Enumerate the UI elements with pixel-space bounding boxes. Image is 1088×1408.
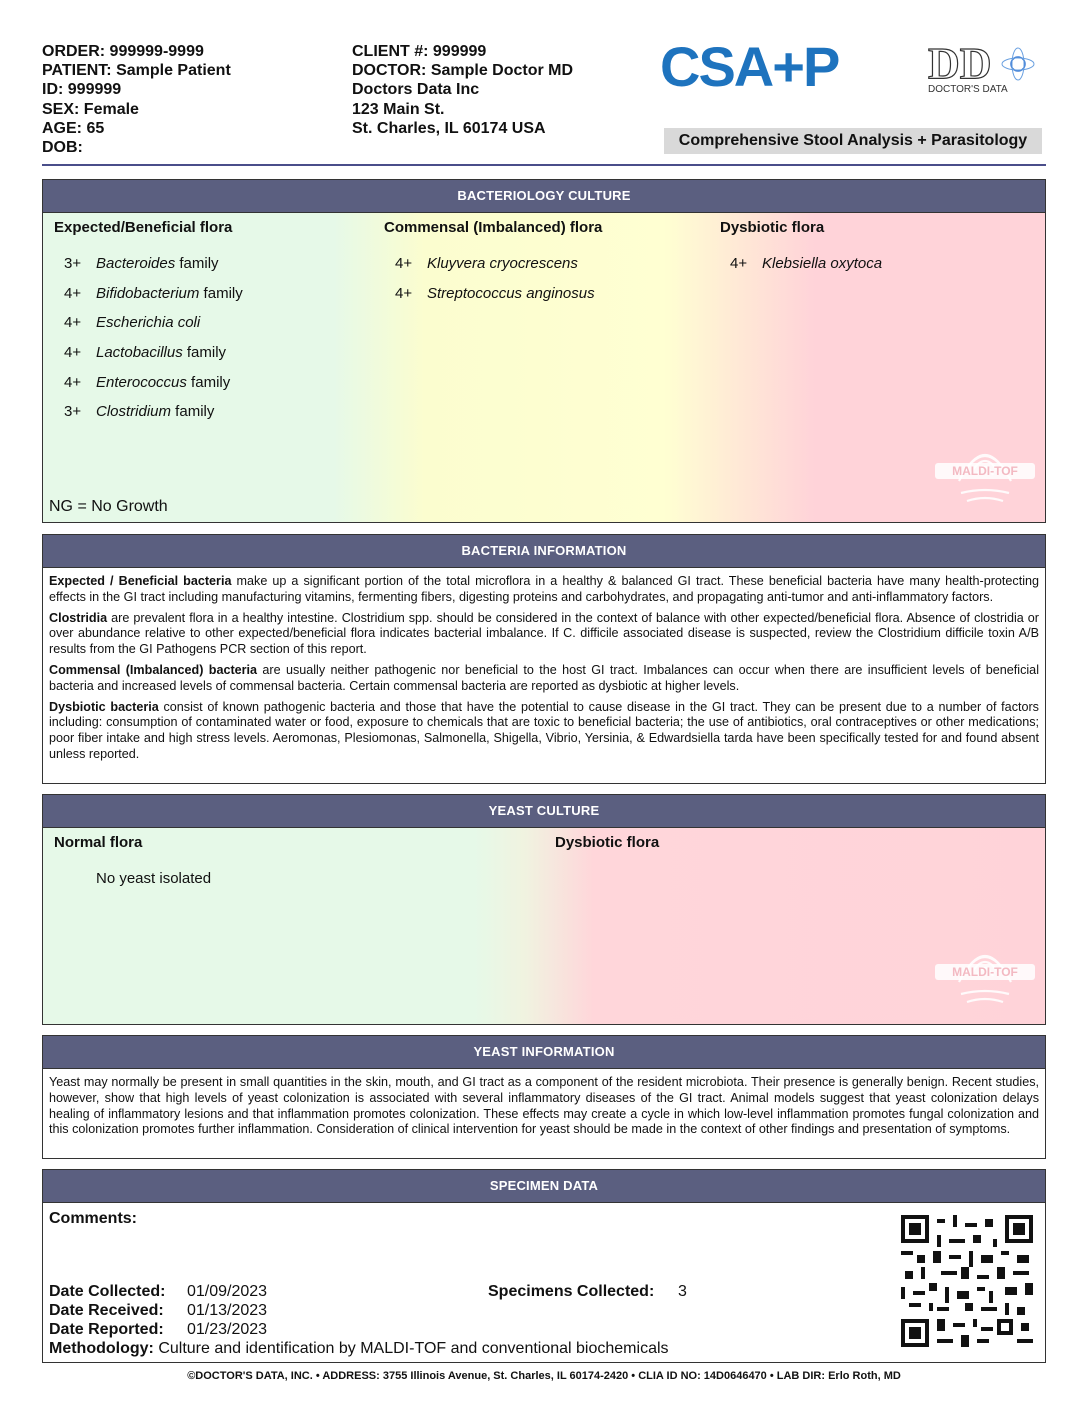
maldi-tof-fingerprint-icon xyxy=(931,932,1039,1012)
patient-dob: DOB: xyxy=(42,139,83,157)
client-number: CLIENT #: 999999 xyxy=(352,43,487,60)
footer-text: ©DOCTOR'S DATA, INC. • ADDRESS: 3755 Illinois Avenue, St. Charles, IL 60174-2420 • CLIA ID NO: 14D0646470 • LAB DIR: Erlo Roth, MD xyxy=(187,1370,901,1382)
date-collected-row: Date Collected: 01/09/2023 xyxy=(49,1283,268,1300)
header-divider xyxy=(42,164,1046,166)
bacteria-info-body xyxy=(43,567,1045,772)
address-line-2: St. Charles, IL 60174 USA xyxy=(352,119,546,137)
comments-label: Comments: xyxy=(49,1210,138,1227)
yeast-result: No yeast isolated xyxy=(96,870,212,887)
dysbiotic-organism: 4+ Klebsiella oxytoca xyxy=(730,255,883,272)
yeast-info-section xyxy=(42,1035,1046,1159)
dd-logo-text: DOCTOR'S DATA xyxy=(928,84,1008,95)
info-paragraph: Commensal (Imbalanced) bacteria are usually neither pathogenic nor beneficial to the host GI tract. Imbalances can occur when there are insufficient levels of beneficial bacteria and increased levels of commensal bacteria. Certain commensal bacteria are reported as dysbiotic at higher levels. xyxy=(49,662,1039,693)
specimens-count: 3 xyxy=(678,1283,687,1300)
date-reported-value: 01/23/2023 xyxy=(187,1321,268,1338)
specimen-title: SPECIMEN DATA xyxy=(43,1170,1045,1202)
report-subtitle: Comprehensive Stool Analysis + Parasitology xyxy=(664,128,1042,154)
specimen-body xyxy=(43,1202,1045,1388)
qr-code-icon xyxy=(901,1215,1033,1347)
yeast-info-text: Yeast may normally be present in small quantities in the skin, mouth, and GI tract as a component of the resident microbiota. Their presence is generally benign. Recent studies, however, show that high levels of yeast colonization is associated with several inflammatory diseases of the GI tract. Animal models suggest that yeast colonization delays healing of inflammatory lesions and that inflammation promotes colonization. These effects may create a cycle in which low-level inflammation promotes fungal colonization and this colonization promotes further inflammation. Consideration of clinical intervention for yeast should be made in the context of other findings and presentation of symptoms. xyxy=(49,1075,1039,1137)
yeast-section xyxy=(42,794,1046,1025)
patient-id: ID: 999999 xyxy=(42,81,122,99)
bacteriology-body xyxy=(43,212,1045,522)
beneficial-organism: 4+ Enterococcus family xyxy=(64,374,231,391)
bacteria-info-title: BACTERIA INFORMATION xyxy=(43,535,1045,567)
bacteria-info-section xyxy=(42,534,1046,784)
date-received-value: 01/13/2023 xyxy=(187,1302,268,1319)
commensal-header: Commensal (Imbalanced) flora xyxy=(384,219,603,236)
beneficial-header: Expected/Beneficial flora xyxy=(54,219,233,236)
methodology-row: Methodology: Culture and identification by MALDI-TOF and conventional biochemicals xyxy=(49,1340,669,1357)
commensal-organism: 4+ Kluyvera cryocrescens xyxy=(395,255,578,272)
yeast-info-title: YEAST INFORMATION xyxy=(43,1036,1045,1068)
normal-flora-header: Normal flora xyxy=(54,834,143,851)
maldi-label: MALDI-TOF xyxy=(952,464,1018,478)
bacteriology-section xyxy=(42,179,1046,523)
methodology-value: Culture and identification by MALDI-TOF and conventional biochemicals xyxy=(158,1340,669,1357)
svg-text:DD: DD xyxy=(928,40,992,88)
bacteriology-title: BACTERIOLOGY CULTURE xyxy=(43,180,1045,212)
csap-logo xyxy=(660,38,850,94)
beneficial-organism: 4+ Lactobacillus family xyxy=(64,344,227,361)
address-line-1: 123 Main St. xyxy=(352,100,445,118)
yeast-dysbiotic-header: Dysbiotic flora xyxy=(555,834,660,851)
dysbiotic-header: Dysbiotic flora xyxy=(720,219,825,236)
beneficial-organism: 4+ Escherichia coli xyxy=(64,314,201,331)
no-growth-legend: NG = No Growth xyxy=(49,498,168,515)
beneficial-organism: 4+ Bifidobacterium family xyxy=(64,285,243,302)
yeast-info-body xyxy=(43,1068,1045,1147)
specimen-section xyxy=(42,1169,1046,1363)
yeast-body xyxy=(43,827,1045,1024)
patient-sex: SEX: Female xyxy=(42,100,139,118)
doctors-data-logo xyxy=(926,40,1038,96)
order-number: ORDER: 999999-9999 xyxy=(42,43,204,60)
beneficial-organism: 3+ Clostridium family xyxy=(64,403,215,420)
yeast-title: YEAST CULTURE xyxy=(43,795,1045,827)
doctor-name: DOCTOR: Sample Doctor MD xyxy=(352,62,574,80)
date-collected-value: 01/09/2023 xyxy=(187,1283,268,1300)
maldi-label: MALDI-TOF xyxy=(952,965,1018,979)
patient-name: PATIENT: Sample Patient xyxy=(42,62,231,80)
patient-age: AGE: 65 xyxy=(42,119,105,137)
client-info xyxy=(352,42,573,138)
patient-info xyxy=(42,42,231,157)
date-reported-row: Date Reported: 01/23/2023 xyxy=(49,1321,268,1338)
date-received-row: Date Received: 01/13/2023 xyxy=(49,1302,268,1319)
beneficial-organism: 3+ Bacteroides family xyxy=(64,255,219,272)
info-paragraph: Expected / Beneficial bacteria make up a significant portion of the total microflora in a healthy & balanced GI tract. These beneficial bacteria have many health-protecting effects in the GI tract including manufacturing vitamins, fermenting fibers, digesting proteins and carbohydrates, and propagating anti-tumor and anti-inflammatory factors. xyxy=(49,574,1039,604)
specimens-collected-row: Specimens Collected: 3 xyxy=(488,1283,687,1300)
info-paragraph: Clostridia are prevalent flora in a healthy intestine. Clostridium spp. should be considered in the context of balance with other expected/beneficial flora. Absence of clostridia or over abundance relative to other expected/beneficial flora indicates bacterial imbalance. If C. difficile associated disease is suspected, review the Clostridium difficile toxin A/B results from the GI Pathogens PCR section of this report. xyxy=(49,610,1039,657)
maldi-tof-fingerprint-icon xyxy=(931,431,1039,511)
csap-logo-text: CSA+P xyxy=(660,38,839,94)
commensal-organism: 4+ Streptococcus anginosus xyxy=(395,285,595,302)
info-paragraph: Dysbiotic bacteria consist of known pathogenic bacteria and those that have the potential to cause disease in the GI tract. They can be present due to a number of factors including: consumption of contaminated water or food, exposure to chemicals that are toxic to beneficial bacteria; the use of antibiotics, oral contraceptives or other medications; poor fiber intake and high stress levels. Aeromonas, Plesiomonas, Salmonella, Shigella, Vibrio, Yersinia, & Edwardsiella tarda have been specifically tested for and found absent unless reported. xyxy=(49,699,1039,761)
lab-name: Doctors Data Inc xyxy=(352,81,480,99)
